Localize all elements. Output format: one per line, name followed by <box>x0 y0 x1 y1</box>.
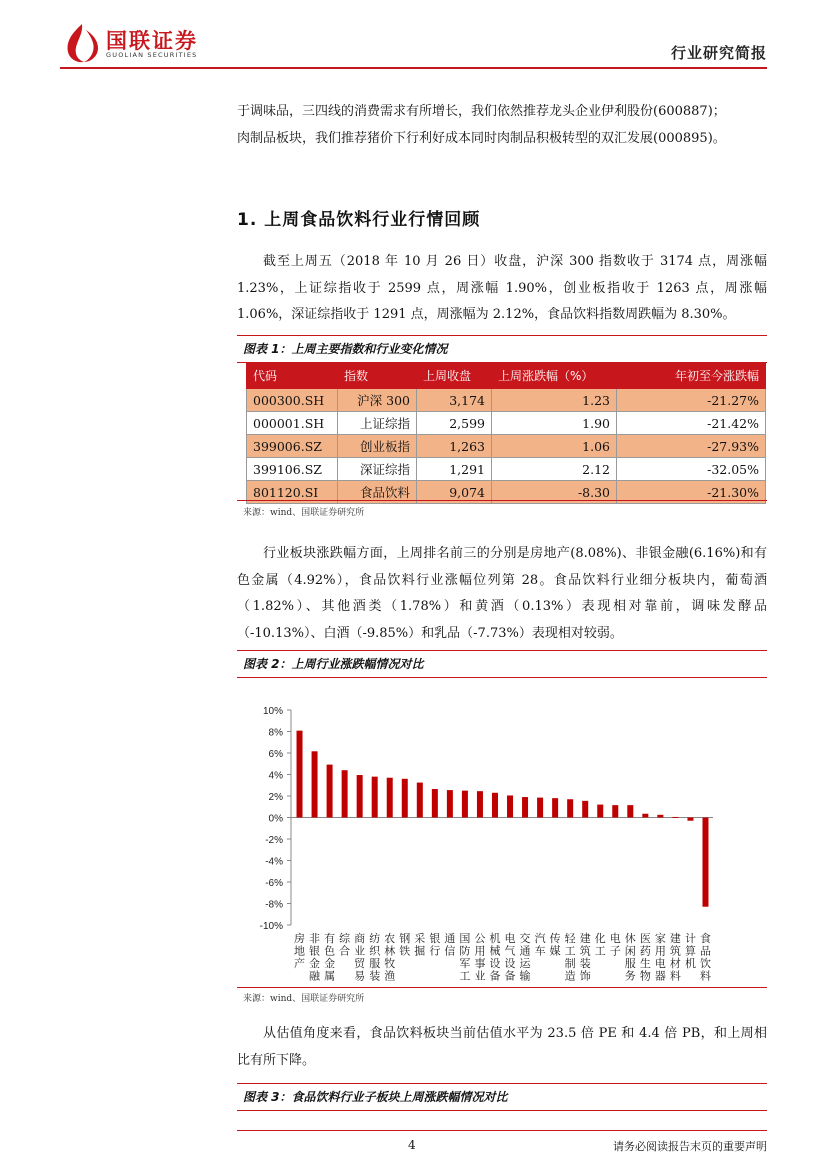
table-header-cell: 上周涨跌幅（%） <box>492 363 617 389</box>
table-cell: 1,291 <box>417 458 492 481</box>
intro-paragraph <box>237 99 767 152</box>
figure1-source: 来源：wind、国联证券研究所 <box>243 508 365 518</box>
x-tick-label: 综合 <box>339 932 351 958</box>
bar <box>612 805 618 817</box>
company-logo <box>62 22 232 64</box>
x-tick-label: 汽车 <box>534 932 546 958</box>
x-tick-label: 建筑装饰 <box>579 932 591 983</box>
footer-divider <box>237 1130 767 1131</box>
y-tick-label: -8% <box>265 899 283 911</box>
table-cell: 9,074 <box>417 481 492 504</box>
x-tick-label: 交通运输 <box>519 932 531 983</box>
bar <box>537 798 543 818</box>
y-tick-label: -10% <box>259 921 283 932</box>
sector-performance-paragraph: 行业板块涨跌幅方面，上周排名前三的分别是房地产(8.08%)、非银金融(6.16%)和有色金属（4.92%），食品饮料行业涨幅位列第 28。食品饮料行业细分板块内，葡萄酒（1.82%）、其他酒类（1.78%）和黄酒（0.13%）表现相对靠前，调味发酵品（-10.13%）、白酒（-9.85%）和乳品（-7.73%）表现相对较弱。 <box>237 546 767 641</box>
bar <box>522 797 528 817</box>
y-tick-label: 2% <box>268 792 283 803</box>
x-tick-label: 商业贸易 <box>354 932 366 983</box>
footer-disclaimer: 请务必阅读报告末页的重要声明 <box>613 1140 767 1153</box>
page-number: 4 <box>408 1138 416 1152</box>
report-type: 行业研究简报 <box>670 44 767 62</box>
figure2-source: 来源：wind、国联证券研究所 <box>243 994 365 1004</box>
table-cell: 801120.SI <box>247 481 338 504</box>
y-tick-label: 0% <box>268 813 283 825</box>
x-tick-label: 医药生物 <box>639 932 651 983</box>
x-tick-label: 钢铁 <box>399 932 411 958</box>
source-divider <box>237 500 767 501</box>
bar <box>477 791 483 817</box>
bar <box>387 778 393 818</box>
bar <box>447 790 453 817</box>
table-cell: -21.27% <box>617 389 766 412</box>
y-tick-label: 6% <box>268 749 283 760</box>
y-tick-label: 10% <box>262 706 283 717</box>
table-cell: 1.06 <box>492 435 617 458</box>
x-tick-label: 电子 <box>609 932 621 958</box>
x-tick-label: 化工 <box>594 932 606 958</box>
table-cell: 创业板指 <box>338 435 417 458</box>
table-cell: 2.12 <box>492 458 617 481</box>
table-cell: 399106.SZ <box>247 458 338 481</box>
x-tick-label: 公用事业 <box>474 932 486 983</box>
table-header-cell: 代码 <box>247 363 338 389</box>
bar <box>582 801 588 818</box>
x-tick-label: 纺织服装 <box>369 932 381 983</box>
x-tick-label: 轻工制造 <box>564 932 576 983</box>
x-tick-label: 有色金属 <box>324 932 336 983</box>
table-cell: -27.93% <box>617 435 766 458</box>
section-title: 1. 上周食品饮料行业行情回顾 <box>237 210 481 230</box>
x-tick-label: 采掘 <box>414 932 426 958</box>
x-tick-label: 计算机 <box>684 932 696 970</box>
table-header-cell: 年初至今涨跌幅 <box>617 363 766 389</box>
bar <box>687 818 693 821</box>
logo-chinese-name: 国联证券 <box>106 29 198 53</box>
bar <box>462 791 468 818</box>
bar <box>567 799 573 817</box>
bar <box>432 789 438 817</box>
table-cell: 1,263 <box>417 435 492 458</box>
valuation-paragraph: 从估值角度来看，食品饮料板块当前估值水平为 23.5 倍 PE 和 4.4 倍 PB，和上周相比有所下降。 <box>237 1026 767 1068</box>
bar <box>372 777 378 818</box>
x-tick-label: 农林牧渔 <box>384 932 396 983</box>
x-tick-label: 通信 <box>444 932 456 958</box>
intro-line-1: 于调味品，三四线的消费需求有所增长，我们依然推荐龙头企业伊利股份(600887)； <box>237 104 726 119</box>
table-cell: 1.90 <box>492 412 617 435</box>
sector-change-bar-chart <box>243 695 723 985</box>
x-tick-label: 家用电器 <box>654 932 666 983</box>
y-tick-label: -6% <box>265 878 283 889</box>
table-cell: -21.30% <box>617 481 766 504</box>
y-tick-label: 4% <box>268 770 283 782</box>
table-cell: 399006.SZ <box>247 435 338 458</box>
x-tick-label: 电气设备 <box>504 932 516 983</box>
x-tick-label: 银行 <box>429 932 441 958</box>
table-cell: 深证综指 <box>338 458 417 481</box>
bar <box>642 814 648 818</box>
bar <box>627 805 633 817</box>
table-cell: 000300.SH <box>247 389 338 412</box>
bar <box>357 775 363 817</box>
table-cell: 1.23 <box>492 389 617 412</box>
bar <box>492 793 498 818</box>
header-divider <box>60 67 767 69</box>
table-row <box>247 389 766 412</box>
y-tick-label: 8% <box>268 727 283 739</box>
table-cell: -32.05% <box>617 458 766 481</box>
table-cell: 3,174 <box>417 389 492 412</box>
y-tick-label: -2% <box>265 835 283 846</box>
table-cell: 上证综指 <box>338 412 417 435</box>
intro-line-2: 肉制品板块，我们推荐猪价下行利好成本同时肉制品积极转型的双汇发展(000895)。 <box>237 130 726 146</box>
x-tick-label: 食品饮料 <box>699 932 711 983</box>
index-table <box>246 362 766 504</box>
table-header-cell: 上周收盘 <box>417 363 492 389</box>
y-tick-label: -4% <box>265 856 283 868</box>
bar <box>702 818 708 907</box>
x-tick-label: 传媒 <box>549 932 561 958</box>
figure1-title: 图表 1：上周主要指数和行业变化情况 <box>237 335 767 363</box>
bar <box>672 817 678 818</box>
figure3-title: 图表 3：食品饮料行业子板块上周涨跌幅情况对比 <box>237 1083 767 1111</box>
table-cell: 沪深 300 <box>338 389 417 412</box>
x-tick-label: 建筑材料 <box>669 932 681 983</box>
logo-english-name: GUOLIAN SECURITIES <box>106 51 198 59</box>
bar <box>417 783 423 818</box>
table-row <box>247 435 766 458</box>
x-tick-label: 房地产 <box>294 932 306 970</box>
page-header <box>0 0 827 80</box>
table-header-cell: 指数 <box>338 363 417 389</box>
table-cell: -21.42% <box>617 412 766 435</box>
bar <box>402 779 408 818</box>
bar <box>342 770 348 817</box>
x-tick-label: 机械设备 <box>489 932 501 983</box>
bar <box>507 795 513 817</box>
table-cell: -8.30 <box>492 481 617 504</box>
table-cell: 食品饮料 <box>338 481 417 504</box>
table-row <box>247 412 766 435</box>
bar <box>312 751 318 817</box>
bar <box>597 805 603 818</box>
table-cell: 2,599 <box>417 412 492 435</box>
source-divider <box>237 987 767 988</box>
bar <box>327 765 333 818</box>
bar <box>297 731 303 818</box>
bar <box>552 798 558 817</box>
market-review-paragraph: 截至上周五（2018 年 10 月 26 日）收盘，沪深 300 指数收于 3174 点，周涨幅 1.23%，上证综指收于 2599 点，周涨幅 1.90%，创业板指收于 1263 点，周涨幅 1.06%，深证综指收于 1291 点，周涨幅为 2.12%，食品饮料指数周跌幅为 8.30%。 <box>237 254 767 322</box>
x-tick-label: 非银金融 <box>309 932 321 983</box>
bar <box>657 815 663 818</box>
table-cell: 000001.SH <box>247 412 338 435</box>
table-row <box>247 458 766 481</box>
x-tick-label: 休闲服务 <box>624 932 636 983</box>
table-header-row <box>247 363 766 389</box>
x-tick-label: 国防军工 <box>459 932 471 983</box>
figure2-title: 图表 2：上周行业涨跌幅情况对比 <box>237 650 767 678</box>
logo-flame-icon <box>62 22 102 64</box>
